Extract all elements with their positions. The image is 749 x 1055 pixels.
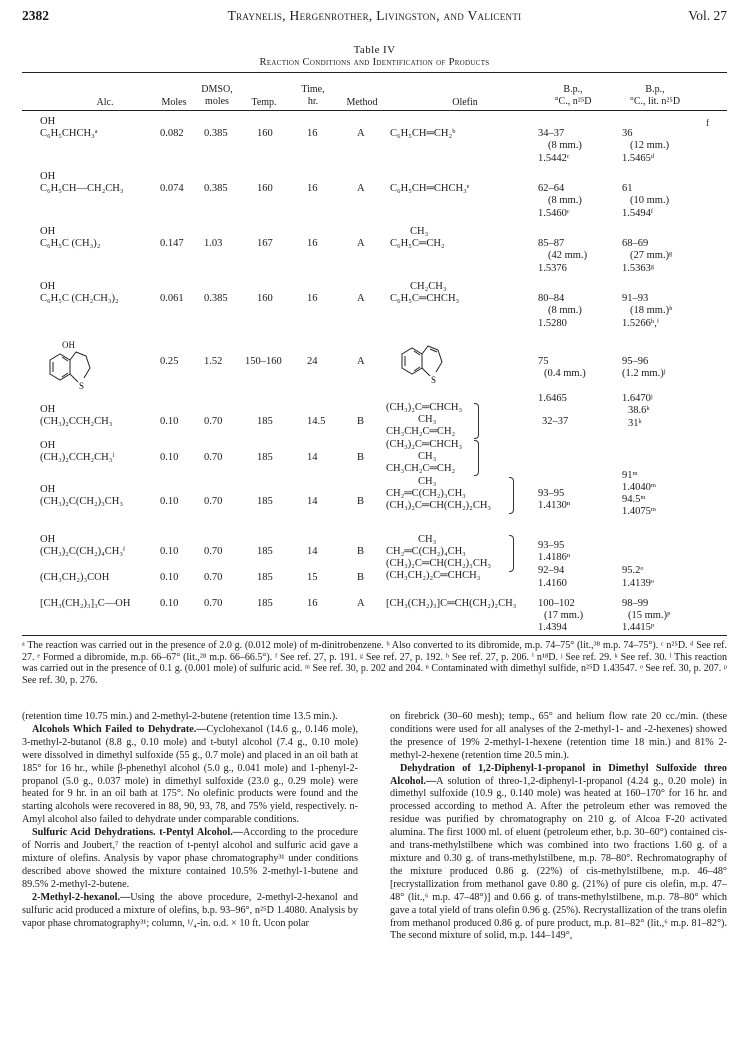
olefin-cell: C₆H₅C═CH₂ (390, 238, 445, 249)
time-cell: 14 (307, 496, 318, 507)
moles-cell: 0.082 (160, 128, 184, 139)
lit-pressure: (1.2 mm.)ʲ (622, 368, 666, 379)
bp-index: 1.5442ᶜ (538, 153, 570, 164)
olefin-cell: C₆H₅C═CHCH₃ (390, 293, 460, 304)
temp-cell: 160 (257, 128, 273, 139)
lit-index: 1.4415ᵖ (622, 622, 655, 633)
lit-pressure: (12 mm.) (630, 140, 670, 151)
time-cell: 15 (307, 572, 318, 583)
alc-formula: (CH₃)₂CCH₂CH₃ˡ (40, 452, 115, 463)
temp-cell: 160 (257, 293, 273, 304)
time-cell: 16 (307, 183, 318, 194)
dmso-cell: 1.52 (204, 356, 223, 367)
bp-cell: 80–84 (538, 293, 565, 304)
olefin-cell: C₆H₅CH═CHCH₃ᵉ (390, 183, 470, 194)
time-cell: 24 (307, 356, 318, 367)
olefin-substituent: CH₃ (410, 226, 429, 237)
dmso-cell: 1.03 (204, 238, 223, 249)
method-cell: A (357, 293, 365, 304)
lit-bp: 94.5ᵐ (622, 494, 646, 505)
olefin-cell: CH₂═C(CH₂)₄CH₃ (386, 546, 466, 557)
alc-oh: OH (40, 281, 56, 292)
col-header-dmso-unit: moles (205, 96, 229, 107)
col-header-bp-unit: °C., n²⁵D (554, 96, 592, 107)
dmso-cell: 0.70 (204, 496, 223, 507)
col-header-moles: Moles (161, 97, 187, 108)
paragraph: 2-Methyl-2-hexanol.—Using the above procedure, 2-methyl-2-hexanol and sulfuric acid produced a mixture of olefins, b.p. 93–96°, n²⁵D 1.4080. Analysis by vapor phase chromatography³¹; column, ¹/₄-in. o.d. × 10 ft. Ucon polar (22, 891, 358, 929)
col-header-time-unit: hr. (307, 96, 319, 107)
brace-icon (509, 535, 514, 572)
bp-index: 1.5460ᶜ (538, 208, 570, 219)
bp-cell: 93–95 (538, 540, 565, 551)
bp-cell: 32–37 (542, 416, 569, 427)
bp-cell: 92–94 (538, 565, 565, 576)
col-header-olefin: Olefin (452, 97, 478, 108)
alc-oh: OH (40, 171, 56, 182)
dmso-cell: 0.70 (204, 452, 223, 463)
tetrahydrobenzothiepinol-structure-icon (40, 346, 110, 396)
lit-ref: f (706, 118, 709, 128)
olefin-cell: (CH₃)₂C═CH(CH₂)₂CH₃ (386, 500, 492, 511)
bp-cell: 34–37 (538, 128, 565, 139)
method-cell: A (357, 183, 365, 194)
section-heading: 2-Methyl-2-hexanol.— (32, 891, 131, 903)
body-left-column (22, 711, 358, 930)
body-right-column (390, 711, 727, 943)
alc-formula: [CH₃(CH₂)₃]₃C—OH (40, 598, 131, 609)
table-caption: Table IV (353, 44, 396, 56)
moles-cell: 0.10 (160, 496, 179, 507)
author-line: Traynelis, Hergenrother, Livingston, and Valicenti (227, 8, 522, 23)
temp-cell: 160 (257, 183, 273, 194)
time-cell: 14 (307, 546, 318, 557)
bp-index: 1.4394 (538, 622, 567, 633)
lit-pressure: (18 mm.)ʰ (630, 305, 673, 316)
page-number: 2382 (22, 8, 49, 23)
bp-index: 1.5280 (538, 318, 567, 329)
olefin-cell: CH₃CH₂C═CH₂ (386, 426, 456, 437)
bp-cell: 85–87 (538, 238, 565, 249)
running-header (22, 8, 727, 28)
olefin-substituent: CH₃ (418, 534, 437, 545)
time-cell: 16 (307, 238, 318, 249)
method-cell: B (357, 416, 365, 427)
paragraph: Dehydration of 1,2-Diphenyl-1-propanol in Dimethyl Sulfoxide threo Alcohol.—A solution of threo-1,2-diphenyl-1-propanol (4.24 g., 0.20 mole) in dimethyl sulfoxide (10.9 g., 0.140 mole) was heated at 160–170° for 16 hr. and processed according to method A. After the petroleum ether was removed the residue was purified by chromatography on 210 g. of Alcoa F-20 activated alumina. The first 1000 ml. of eluent (petroleum ether, b.p. 30–60°) contained cis- and trans-methylstilbene which was combined into two fractions 1.60 g. of a mixture and 0.30 g. of trans-methylstilbene, m.p. 78–80°. Rechromatography of the mixture produced 0.86 g. (22%) of cis-methylstilbene, m.p. 46–48° [recrystallization from methanol gave 0.80 g. (21%) of pure cis olefin, m.p. 47–48° (lit.,⁶ m.p. 47–48°)] and 0.66 g. of trans-methylstilbene, m.p. 78–80° which gave a total yield of trans olefin 0.96 g. (25%). Recrystallization of the trans olefin from methanol produced 0.86 g. of pure product, m.p. 81–82° (lit.,⁶ m.p. 81–82°). The second mixture of solid, m.p. 144–149°, (390, 762, 727, 942)
alc-formula: (CH₃)₂C(CH₂)₃CH₃ (40, 496, 124, 507)
time-cell: 16 (307, 293, 318, 304)
volume-label: Vol. 27 (688, 8, 727, 23)
moles-cell: 0.10 (160, 598, 179, 609)
alc-formula: C₆H₅C (CH₃)₂ (40, 238, 101, 249)
moles-cell: 0.10 (160, 546, 179, 557)
method-cell: A (357, 598, 365, 609)
benzothiepin-structure-icon (392, 340, 462, 390)
lit-pressure: (27 mm.)ᵍ (630, 250, 673, 261)
method-cell: B (357, 496, 365, 507)
method-cell: A (357, 356, 365, 367)
lit-bp: 91ᵐ (622, 470, 638, 481)
lit-index: 1.5266ʰ,ⁱ (622, 318, 659, 329)
lit-bp: 61 (622, 183, 633, 194)
lit-bp: 95–96 (622, 356, 649, 367)
table-header-rule (22, 110, 727, 111)
alc-oh: OH (62, 340, 75, 350)
col-header-lit-unit: °C., lit. n²⁵D (629, 96, 681, 107)
section-heading: Alcohols Which Failed to Dehydrate.— (32, 723, 207, 735)
paragraph: (retention time 10.75 min.) and 2-methyl-2-butene (retention time 13.5 min.). (22, 711, 338, 722)
bp-cell: 93–95 (538, 488, 565, 499)
temp-cell: 185 (257, 546, 273, 557)
olefin-cell: (CH₃)₂C═CH(CH₂)₃CH₃ (386, 558, 492, 569)
moles-cell: 0.074 (160, 183, 184, 194)
olefin-cell: (CH₃)₂C═CHCH₃ (386, 439, 463, 450)
brace-icon (509, 477, 514, 514)
time-cell: 16 (307, 598, 318, 609)
alc-oh: OH (40, 226, 56, 237)
olefin-cell: CH₂═C(CH₂)₃CH₃ (386, 488, 466, 499)
alc-formula: C₆H₅C (CH₂CH₃)₂ (40, 293, 119, 304)
bp-index: 1.6465 (538, 393, 567, 404)
olefin-cell: CH₃CH₂C═CH₂ (386, 463, 456, 474)
alc-oh: OH (40, 404, 56, 415)
col-header-temp: Temp. (251, 97, 277, 108)
lit-index: 1.4040ᵐ (622, 482, 657, 493)
lit-index: 1.5363ᵍ (622, 263, 655, 274)
brace-icon (474, 403, 479, 439)
lit-index: 1.4139ᵒ (622, 578, 654, 589)
bp-index: 1.4186ⁿ (538, 552, 571, 563)
olefin-cell: (CH₃)₂C═CHCH₃ (386, 402, 463, 413)
lit-index: 1.6470ʲ (622, 393, 653, 404)
temp-cell: 185 (257, 416, 273, 427)
moles-cell: 0.147 (160, 238, 184, 249)
alc-oh: OH (40, 484, 56, 495)
table-title: Reaction Conditions and Identification of Products (259, 57, 490, 68)
svg-text:S: S (79, 381, 85, 391)
olefin-cell: [CH₃(CH₂)₃]C═CH(CH₂)₂CH₃ (386, 598, 517, 609)
bp-cell: 75 (538, 356, 549, 367)
method-cell: A (357, 238, 365, 249)
lit-bp: 36 (622, 128, 633, 139)
temp-cell: 167 (257, 238, 273, 249)
col-header-bp: B.p., (563, 84, 583, 95)
moles-cell: 0.10 (160, 452, 179, 463)
lit-bp: 31ᵏ (628, 418, 642, 429)
method-cell: B (357, 546, 365, 557)
bp-pressure: (8 mm.) (548, 305, 582, 316)
lit-bp: 91–93 (622, 293, 649, 304)
lit-pressure: (10 mm.) (630, 195, 670, 206)
col-header-alc: Alc. (96, 97, 114, 108)
temp-cell: 185 (257, 598, 273, 609)
olefin-substituent: CH₃ (418, 476, 437, 487)
bp-pressure: (8 mm.) (548, 140, 582, 151)
col-header-method: Method (346, 97, 378, 108)
dmso-cell: 0.70 (204, 416, 223, 427)
bp-index: 1.4130ⁿ (538, 500, 571, 511)
lit-bp: 38.6ᵏ (628, 405, 650, 416)
lit-pressure: (15 mm.)ᵖ (628, 610, 671, 621)
bp-pressure: (42 mm.) (548, 250, 588, 261)
alc-formula: C₆H₅CHCH₃ᵃ (40, 128, 98, 139)
table-top-rule (22, 72, 727, 73)
time-cell: 16 (307, 128, 318, 139)
lit-index: 1.4075ᵐ (622, 506, 657, 517)
dmso-cell: 0.70 (204, 572, 223, 583)
moles-cell: 0.10 (160, 572, 179, 583)
temp-cell: 150–160 (245, 356, 282, 367)
alc-formula: (CH₃)₂C(CH₂)₄CH₃ᶠ (40, 546, 126, 557)
brace-icon (474, 440, 479, 476)
olefin-substituent: CH₃ (418, 451, 437, 462)
dmso-cell: 0.385 (204, 183, 228, 194)
lit-bp: 95.2ᵒ (622, 565, 644, 576)
time-cell: 14.5 (307, 416, 326, 427)
olefin-substituent: CH₃ (418, 414, 437, 425)
bp-index: 1.5376 (538, 263, 567, 274)
method-cell: B (357, 452, 365, 463)
bp-cell: 62–64 (538, 183, 565, 194)
olefin-cell: (CH₃CH₂)₂C═CHCH₃ (386, 570, 481, 581)
method-cell: A (357, 128, 365, 139)
bp-pressure: (17 mm.) (544, 610, 584, 621)
bp-cell: 100–102 (538, 598, 575, 609)
lit-bp: 68–69 (622, 238, 649, 249)
col-header-time: Time, (301, 84, 325, 95)
alc-formula: C₆H₅CH—CH₂CH₃ (40, 183, 124, 194)
bp-pressure: (0.4 mm.) (544, 368, 586, 379)
olefin-substituent: CH₂CH₃ (410, 281, 447, 292)
lit-bp: 98–99 (622, 598, 649, 609)
table-bottom-rule (22, 635, 727, 636)
paragraph: Sulfuric Acid Dehydrations. t-Pentyl Alcohol.—According to the procedure of Norris and Joubert,⁷ the reaction of t-pentyl alcohol and sulfuric acid gave a mixture of olefins. Analysis by vapor phase chromatography³¹ under conditions described above showed the mixture contained 10.5% 2-methyl-1-butene and 89.5% 2-methyl-2-butene. (22, 827, 358, 890)
lit-index: 1.5494ᶠ (622, 208, 654, 219)
temp-cell: 185 (257, 452, 273, 463)
alc-oh: OH (40, 116, 56, 127)
alc-formula: (CH₃)₂CCH₂CH₃ (40, 416, 113, 427)
section-heading: Dehydration of 1,2-Diphenyl-1-propanol in Dimethyl Sulfoxide threo Alcohol.— (390, 762, 727, 787)
time-cell: 14 (307, 452, 318, 463)
temp-cell: 185 (257, 496, 273, 507)
olefin-cell: C₆H₅CH═CH₂ᵇ (390, 128, 456, 139)
alc-formula: (CH₃CH₂)₃COH (40, 572, 110, 583)
paragraph: on firebrick (30–60 mesh); temp., 65° and helium flow rate 20 cc./min. (these conditions were used for all analyses of the 2-methyl-1- and -2-hexenes) showed the presence of 19% 2-methyl-1-hexene (retention time 18 min.) and 81% 2-methyl-2-hexene (retention time 20.5 min.). (390, 711, 727, 761)
paragraph: Alcohols Which Failed to Dehydrate.—Cyclohexanol (14.6 g., 0.146 mole), 3-methyl-2-butanol (8.8 g., 0.10 mole) and t-butyl alcohol (7.4 g., 0.10 mole) were dissolved in dimethyl sulfoxide (55 g., 0.7 mole) and placed in an oil bath at 185° for 16 hr., while β-phenethyl alcohol (5.0 g., 0.041 mole) and 1-phenyl-2-propanol (5.0 g., 0.037 mole) in dimethyl sulfoxide (23.0 g., 0.29 mole) were heated for 9 hr. in an oil bath at 175°. No olefinic products were found and the starting alcohols were recovered in 88, 90, 93, 78, and 75% yield, respectively. n-Amyl alcohol also failed to dehydrate under comparable conditions. (22, 723, 358, 826)
dmso-cell: 0.70 (204, 598, 223, 609)
bp-index: 1.4160 (538, 578, 567, 589)
moles-cell: 0.061 (160, 293, 184, 304)
moles-cell: 0.25 (160, 356, 179, 367)
section-heading: Sulfuric Acid Dehydrations. t-Pentyl Alcohol.— (32, 827, 243, 839)
method-cell: B (357, 572, 365, 583)
bp-pressure: (8 mm.) (548, 195, 582, 206)
col-header-dmso: DMSO, (201, 84, 233, 95)
moles-cell: 0.10 (160, 416, 179, 427)
alc-oh: OH (40, 440, 56, 451)
dmso-cell: 0.385 (204, 293, 228, 304)
alc-oh: OH (40, 534, 56, 545)
col-header-lit: B.p., (645, 84, 665, 95)
table-footnotes: ᵃ The reaction was carried out in the presence of 2.0 g. (0.012 mole) of m-dinitrobenzene. ᵇ Also converted to its dibromide, m.p. 74–75° (lit.,³⁸ m.p. 74–75°). ᶜ n²⁵D. ᵈ See ref. 27. ᵉ Formed a dibromide, m.p. 66–67° (lit.,²⁸ m.p. 66–66.5°). ᶠ See ref. 27, p. 191. ᵍ See ref. 27, p. 192. ʰ See ref. 27, p. 206. ⁱ n¹⁸D. ʲ See ref. 29. ᵏ See ref. 30. ˡ This reaction was carried out in the presence of 0.1 g. (0.001 mole) of sulfuric acid. ᵐ See ref. 30, p. 202 and 204. ⁿ Contaminated with dimethyl sulfide, n²⁵D 1.43547. ᵒ See ref. 30, p. 207. ᵖ See ref. 30, p. 276. (22, 640, 727, 686)
dmso-cell: 0.70 (204, 546, 223, 557)
lit-index: 1.5465ᵈ (622, 153, 655, 164)
temp-cell: 185 (257, 572, 273, 583)
svg-text:S: S (431, 375, 437, 385)
dmso-cell: 0.385 (204, 128, 228, 139)
